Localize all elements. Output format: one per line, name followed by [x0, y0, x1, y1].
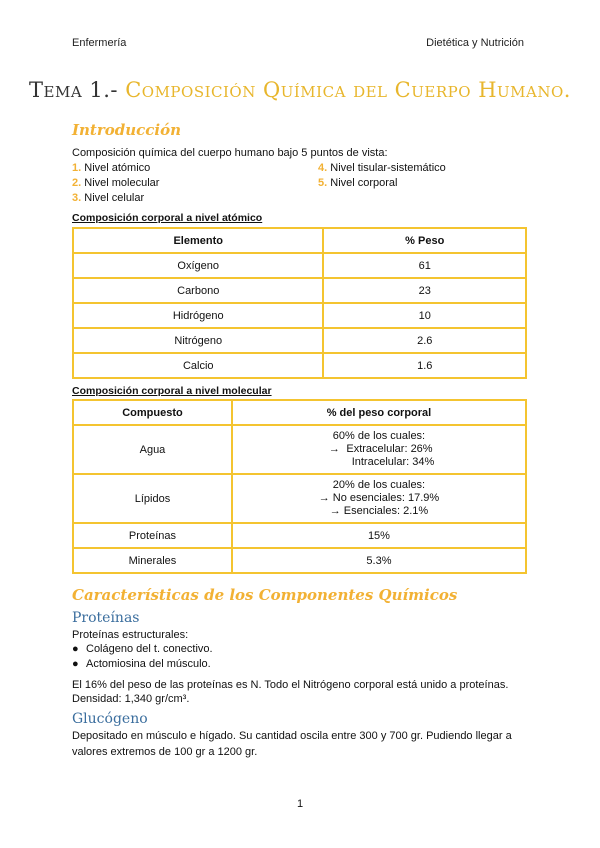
water-intracellular: Intracelular: 34%: [351, 456, 435, 468]
bullet-icon: ●: [72, 658, 79, 670]
level-item: [72, 191, 144, 206]
table-cell: 1.6: [323, 353, 526, 378]
proteins-para: El 16% del peso de las proteínas es N. Todo el Nitrógeno corporal está unido a proteínas.: [72, 679, 509, 691]
atomic-table: [72, 227, 527, 379]
table-cell: 23: [323, 278, 526, 303]
table-cell: Carbono: [73, 278, 323, 303]
components-heading: Características de los Componentes Químicos: [72, 586, 458, 604]
level-item: [72, 161, 150, 176]
table-row: [73, 353, 526, 378]
level-item: [72, 176, 159, 191]
table-row: [73, 328, 526, 353]
table-cell: Agua: [73, 425, 232, 474]
lipids-essential: → Esenciales: 2.1%: [329, 505, 429, 517]
intro-heading: Introducción: [72, 121, 182, 139]
proteins-heading: Proteínas: [72, 610, 140, 626]
bullet-icon: ●: [72, 643, 79, 655]
table-header: % Peso: [323, 228, 526, 253]
header-right: Dietética y Nutrición: [426, 37, 524, 49]
table-cell: 2.6: [323, 328, 526, 353]
table-header: Compuesto: [73, 400, 232, 425]
table-row: [73, 253, 526, 278]
lipids-total: 20% de los cuales:: [332, 479, 426, 491]
page-number: 1: [296, 798, 304, 810]
glycogen-line1: Depositado en músculo e hígado. Su cantidad oscila entre 300 y 700 gr. Pudiendo llegar a: [72, 730, 512, 742]
level-number: 1.: [72, 162, 82, 174]
table-row: [73, 303, 526, 328]
table-cell: 10: [323, 303, 526, 328]
atomic-caption: Composición corporal a nivel atómico: [72, 212, 263, 224]
table-header-row: [73, 228, 526, 253]
table-header: Elemento: [73, 228, 323, 253]
table-header-row: [73, 400, 526, 425]
level-label: Nivel molecular: [84, 177, 160, 189]
table-cell: [232, 474, 526, 523]
list-item: ● Colágeno del t. conectivo.: [72, 643, 213, 655]
lipids-nonessential: → No esenciales: 17.9%: [318, 492, 440, 504]
header-left: Enfermería: [72, 37, 127, 49]
table-cell: Proteínas: [73, 523, 232, 548]
level-label: Nivel corporal: [330, 177, 398, 189]
table-row: [73, 523, 526, 548]
level-number: 3.: [72, 192, 82, 204]
table-cell: [232, 425, 526, 474]
title-prefix: Tema 1.-: [29, 78, 119, 102]
table-row: [73, 278, 526, 303]
table-cell: Nitrógeno: [73, 328, 323, 353]
table-cell: Hidrógeno: [73, 303, 323, 328]
table-cell: Lípidos: [73, 474, 232, 523]
level-number: 2.: [72, 177, 82, 189]
table-cell: 5.3%: [232, 548, 526, 573]
level-label: Nivel celular: [84, 192, 145, 204]
level-item: [318, 176, 398, 191]
arrow-icon: →: [328, 443, 340, 455]
table-cell: Minerales: [73, 548, 232, 573]
level-number: 4.: [318, 162, 328, 174]
level-number: 5.: [318, 177, 328, 189]
table-cell: Calcio: [73, 353, 323, 378]
table-row: [73, 425, 526, 474]
table-cell: 61: [323, 253, 526, 278]
level-label: Nivel atómico: [84, 162, 151, 174]
glycogen-heading: Glucógeno: [72, 711, 148, 727]
table-row: [73, 474, 526, 523]
table-cell: Oxígeno: [73, 253, 323, 278]
water-extracellular: → Extracelular: 26%: [237, 443, 521, 456]
table-cell: 15%: [232, 523, 526, 548]
table-row: [73, 548, 526, 573]
water-total: 60% de los cuales:: [332, 430, 426, 442]
proteins-density: Densidad: 1,340 gr/cm³.: [72, 693, 190, 705]
title-main: Composición Química del Cuerpo Humano.: [125, 78, 571, 102]
molecular-caption: Composición corporal a nivel molecular: [72, 385, 272, 397]
table-header: % del peso corporal: [232, 400, 526, 425]
molecular-table: [72, 399, 527, 574]
list-item: ● Actomiosina del músculo.: [72, 658, 211, 670]
level-item: [318, 161, 446, 176]
glycogen-line2: valores extremos de 100 gr a 1200 gr.: [72, 746, 258, 758]
intro-lead: Composición química del cuerpo humano bajo 5 puntos de vista:: [72, 147, 388, 159]
page-title: [0, 78, 600, 102]
level-label: Nivel tisular-sistemático: [330, 162, 446, 174]
proteins-sub: Proteínas estructurales:: [72, 629, 189, 641]
